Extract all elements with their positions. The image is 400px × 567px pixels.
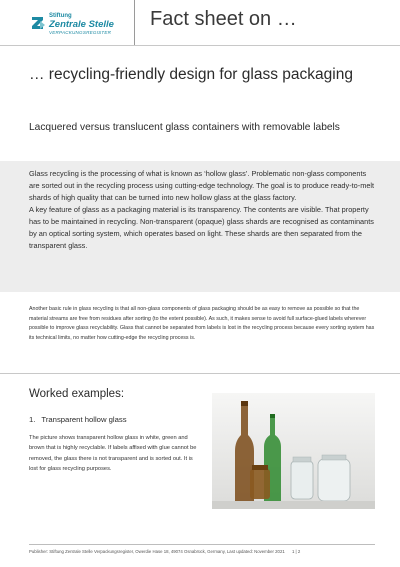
logo <box>30 13 130 37</box>
header-divider <box>134 0 135 45</box>
example-number: 1. <box>29 415 36 424</box>
intro-paragraph-1: Glass recycling is the processing of what is known as ‘hollow glass’. Problematic non-glass components are sorted out in the recycling process using cutting-edge technology. The goal is to produce ready-to-melt shards of high quality that can be turned into new hollow glass at the glass factory. <box>29 169 375 202</box>
body-paragraph: Another basic rule in glass recycling is that all non-glass components of glass packaging should be as easy to remove as possible so that the material streams are free from residues after sorting (to the extent possible). As such, it makes sense to avoid full surface-glued labels wherever possible to improve glass recyclability. Glass that cannot be separated from labels is lost in the recycling process because every sorting system has its technical limits, no matter how cutting-edge the recycling process is. <box>29 306 375 341</box>
header-title: Fact sheet on … <box>150 8 297 30</box>
footer-text: Publisher: Stiftung Zentrale Stelle Verpackungsregister, Owerdie Hase 18, 49074 Osnabrück, Germany, Last updated: November 2021 <box>29 549 285 554</box>
page-subtitle: Lacquered versus translucent glass containers with removable labels <box>29 122 340 133</box>
page-footer <box>29 549 379 554</box>
example-heading <box>29 415 127 424</box>
examples-heading: Worked examples: <box>29 388 125 400</box>
footer-rule <box>29 544 375 545</box>
intro-text <box>29 168 377 252</box>
page-title: … recycling-friendly design for glass packaging <box>29 66 353 83</box>
example-title: Transparent hollow glass <box>41 415 127 424</box>
logo-mark-icon <box>30 15 46 31</box>
section-divider <box>0 373 400 374</box>
example-text: The picture shows transparent hollow glass in white, green and brown that is highly recyclable. If labels affixed with glue cannot be removed, the glass there is not transparent and is sorted out. It is lost for glass recycling purposes. <box>29 435 197 473</box>
page-header <box>0 0 400 45</box>
logo-sub-text: VERPACKUNGSREGISTER <box>49 30 112 35</box>
logo-small-text: Stiftung <box>49 13 72 19</box>
logo-main-text: Zentrale Stelle <box>49 19 114 30</box>
page-number: 1 | 2 <box>291 549 301 554</box>
header-rule <box>0 45 400 46</box>
glass-containers-photo <box>212 393 375 509</box>
intro-paragraph-2: A key feature of glass as a packaging material is its transparency. The contents are visible. That property has to be maintained in recycling. Non-transparent (opaque) glass shards are recognised as contaminants by an optical sorting system, which operates based on light. These shards are then separated from the transparent glass. <box>29 205 374 250</box>
